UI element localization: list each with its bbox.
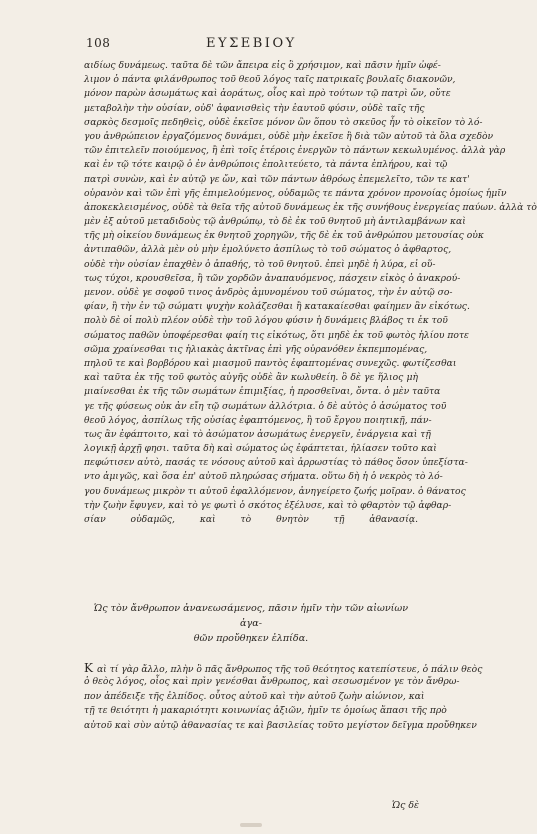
centered-line: Ὡς τὸν ἄνθρωπον ἀνανεωσάμενος, πᾶσιν ἡμῖν τὴν τῶν αἰωνίων ἀγα- — [93, 603, 409, 629]
text-line: μενον. οὐδὲ γε σοφοῦ τινος ἀνδρὸς ἀμυνομένου τοῦ σώματος, τὴν ἐν αὐτῷ σο- — [84, 287, 453, 298]
text-line: σίαν οὐδαμῶς, καὶ τὸ θνητὸν τῇ ἀθανασίᾳ. — [84, 514, 418, 525]
centered-line: θῶν προὔθηκεν ἐλπίδα. — [193, 633, 309, 644]
page-header — [86, 36, 416, 56]
text-line: ἀποκεκλεισμένος, οὐδὲ τὰ θεῖα τῆς αὐτοῦ δυνάμεως ἐκ τῆς συνήθους ἐνεργείας παύων. ἀλλὰ τὸ — [84, 201, 537, 213]
text-line: αιδίως δυνάμεως. ταῦτα δὲ τῶν ἄπειρα εἰς ὃ χρήσιμον, καὶ πᾶσιν ἡμῖν ὠφέ- — [84, 60, 441, 71]
text-line: σαρκὸς δεσμοῖς πεδηθεὶς, οὐδὲ ἐκεῖσε μόνον ὢν ὅπου τὸ σκεῦος ἦν τὸ οἰκεῖον τὸ λό- — [84, 116, 483, 128]
text-line: ὁ θεὸς λόγος, οἷος καὶ πρὶν γενέσθαι ἄνθρωπος, καὶ σεσωσμένον γε τὸν ἄνθρω- — [84, 676, 460, 688]
text-line: γου ἀνθρώπειον ἐργαζόμενος δυνάμει, οὐδὲ μὴν ἐκεῖσε ἢ διὰ τῶν αὐτοῦ τὰ ὅλα σχεδὸν — [84, 130, 494, 142]
text-line: ἀντιπαθῶν, ἀλλὰ μὲν οὐ μὴν ἐμολύνετο ἀσπίλως τὸ τοῦ σώματος ὁ ἀφθαρτος, — [84, 244, 452, 256]
text-line-content: αὶ τί γὰρ ἄλλο, πλὴν ὃ πᾶς ἄνθρωπος τῆς τοῦ θεότητος κατεπίστευε, ὁ πάλιν θεὸς — [96, 664, 483, 675]
text-line: καὶ ταῦτα ἐκ τῆς τοῦ φωτὸς αὐγῆς οὐδὲ ἂν κωλυθείη. ὃ δὲ γε ἥλιος μὴ — [84, 372, 418, 384]
text-line: οὐδὲ τὴν οὐσίαν ἐπαχθὲν ὁ ἀπαθής, τὸ τοῦ θνητοῦ. ἐπεὶ μηδὲ ἡ λύρα, εἰ οὕ- — [84, 258, 436, 270]
text-line: σώματος παθῶν ὑποφέρεσθαι φαίη τις εἰκότως, ὅτι μηδὲ ἐκ τοῦ φωτὸς ἡλίου ποτε — [84, 329, 469, 341]
text-line: μεταβολὴν τὴν οὐσίαν, οὐδ' ἀφανισθεὶς τὴν ἑαυτοῦ φύσιν, οὐδὲ ταῖς τῆς — [84, 102, 425, 114]
text-line: τῇ τε θειότητι ἡ μακαριότητι κοινωνίας ἀξιῶν, ἡμῖν τε ὁμοίως ἅπασι τῆς πρὸ — [84, 705, 447, 717]
text-line: θεοῦ λόγος, ἀσπίλως τῆς οὐσίας ἐφαπτόμενος, ἢ τοῦ ἔργου ποιητικῇ, πάν- — [84, 414, 432, 426]
running-title: ΕΥΣΕΒΙΟΥ — [206, 36, 297, 51]
text-line: αὐτοῦ καὶ σὺν αὐτῷ ἀθανασίας τε καὶ βασιλείας τοῦτο μεγίστον δεῖγμα προὔθηκεν — [84, 719, 477, 731]
paragraph-main — [84, 59, 537, 527]
text-line: λογικῇ ἀρχῇ φησι. ταῦτα δὴ καὶ σώματος ὡς ἐφάπτεται, ἠλίασεν τοῦτο καὶ — [84, 443, 437, 455]
text-line: τῆς μὴ οἰκείου δυνάμεως ἐκ θνητοῦ χορηγῶν, τῆς δὲ ἐκ τοῦ ἀνθρώπου μετουσίας οὐκ — [84, 230, 484, 242]
text-line: πηλοῦ τε καὶ βορβόρου καὶ μιασμοῦ παντὸς ἐφαπτομένας συνεχῶς. φωτίζεσθαι — [84, 357, 457, 369]
text-line: ντο ἀμιγῶς, καὶ ὅσα ἐπ' αὐτοῦ πληρώσας σήματα. οὕτω δὴ ἡ ὁ νεκρὸς τὸ λό- — [84, 471, 443, 483]
text-line: τῶν ἐπιτελεῖν ποιούμενος, ἢ ἐπὶ τοῖς ἑτέροις ἐνεργῶν τὸ πάντων κεκωλυμένος. ἀλλὰ γὰρ — [84, 145, 506, 157]
catchword: Ὡς δὲ — [392, 800, 420, 811]
text-line: τως ἂν ἐφάπτοιτο, καὶ τὸ ἀσώματον ἀσωμάτως ἐνεργεῖν, ἐνάργεια καὶ τῇ — [84, 428, 431, 440]
text-line: γε τῆς φύσεως οὐκ ἀν εἴη τῷ σωμάτων ἀλλότρια. ὁ δὲ αὐτὸς ὁ ἀσώματος τοῦ — [84, 400, 447, 412]
initial-letter: Κ — [84, 661, 93, 675]
text-line: γου δυνάμεως μικρὸν τι αὐτοῦ ἐφαλλόμενον, ἀνηγείρετο ζωής μοῖραν. ὁ θάνατος — [84, 485, 466, 497]
text-line: πατρὶ συνὼν, καὶ ἐν αὐτῷ γε ὤν, καὶ τῶν πάντων ἀθρόως ἐπεμελεῖτο, τῶν τε κατ' — [84, 173, 470, 185]
text-line: πολὺ δὲ οἱ πολὺ πλέον οὐδὲ τὴν τοῦ λόγου φύσιν ἡ δυνάμεις βλάβος τι ἐκ τοῦ — [84, 315, 448, 327]
text-line: μὲν ἐξ αὐτοῦ μεταδιδοὺς τῷ ἀνθρώπῳ, τὸ δὲ ἐκ τοῦ θνητοῦ μὴ ἀντιλαμβάνων καὶ — [84, 216, 466, 228]
text-line: πεφώτισεν αὐτὸ, πασάς τε νόσους αὐτοῦ καὶ ἀρρωστίας τὸ πάθος ὅσον ὑπεξίστα- — [84, 457, 468, 469]
text-line: οὐρανὸν καὶ τῶν ἐπὶ γῆς ἐπιμελούμενος, οὐδαμῶς τε πάντα χρόνον προνοίας ὁμοίως ἡμῖν — [84, 187, 507, 199]
text-line — [84, 661, 483, 675]
text-line: τως τύχοι, κρουσθεῖσα, ἢ τῶν χορδῶν ἀναπαυόμενος, πάσχειν εἰκὸς ὁ ἀνακρού- — [84, 272, 461, 284]
text-line: φίαν, ἢ τὴν ἐν τῷ σώματι ψυχὴν κολάζεσθαι ἢ κατακαίεσθαι φαίημεν ἂν εἰκότως. — [84, 301, 470, 313]
text-line: σῶμα χραίνεσθαι τις ἡλιακὰς ἀκτῖνας ἐπὶ γῆς οὐρανόθεν ἐκπεμπομένας, — [84, 343, 428, 355]
paragraph-second — [84, 661, 483, 733]
centered-passage — [84, 601, 418, 646]
text-line: μόνον παρὼν ἀσωμάτως καὶ ἀοράτως, οἷος καὶ πρὸ τούτων τῷ πατρὶ ὤν, οὔτε — [84, 88, 451, 100]
page-number: 108 — [86, 36, 111, 50]
text-line: πον ἀπέδειξε τῆς ἐλπίδος. οὗτος αὐτοῦ καὶ τὴν αὐτοῦ ζωὴν αἰώνιον, καὶ — [84, 690, 425, 702]
text-line: λιμον ὁ πάντα φιλάνθρωπος τοῦ θεοῦ λόγος ταῖς πατρικαῖς βουλαῖς διακονῶν, — [84, 74, 456, 86]
text-line: καὶ ἐν τῷ τότε καιρῷ ὁ ἐν ἀνθρώποις ἐπολιτεύετο, τὰ πάντα ἐπλήρου, καὶ τῷ — [84, 159, 448, 171]
text-line: τὴν ζωὴν ἔφυγεν, καὶ τὸ γε φωτὶ ὁ σκότος ἐξέλυσε, καὶ τὸ φθαρτὸν τῷ ἀφθαρ- — [84, 499, 452, 511]
page-smudge — [240, 823, 262, 827]
text-line: μιαίνεσθαι ἐκ τῆς τῶν σωμάτων ἐπιμιξίας, ἡ προσθεῖναι, ὄντα. ὁ μὲν ταῦτα — [84, 386, 441, 398]
